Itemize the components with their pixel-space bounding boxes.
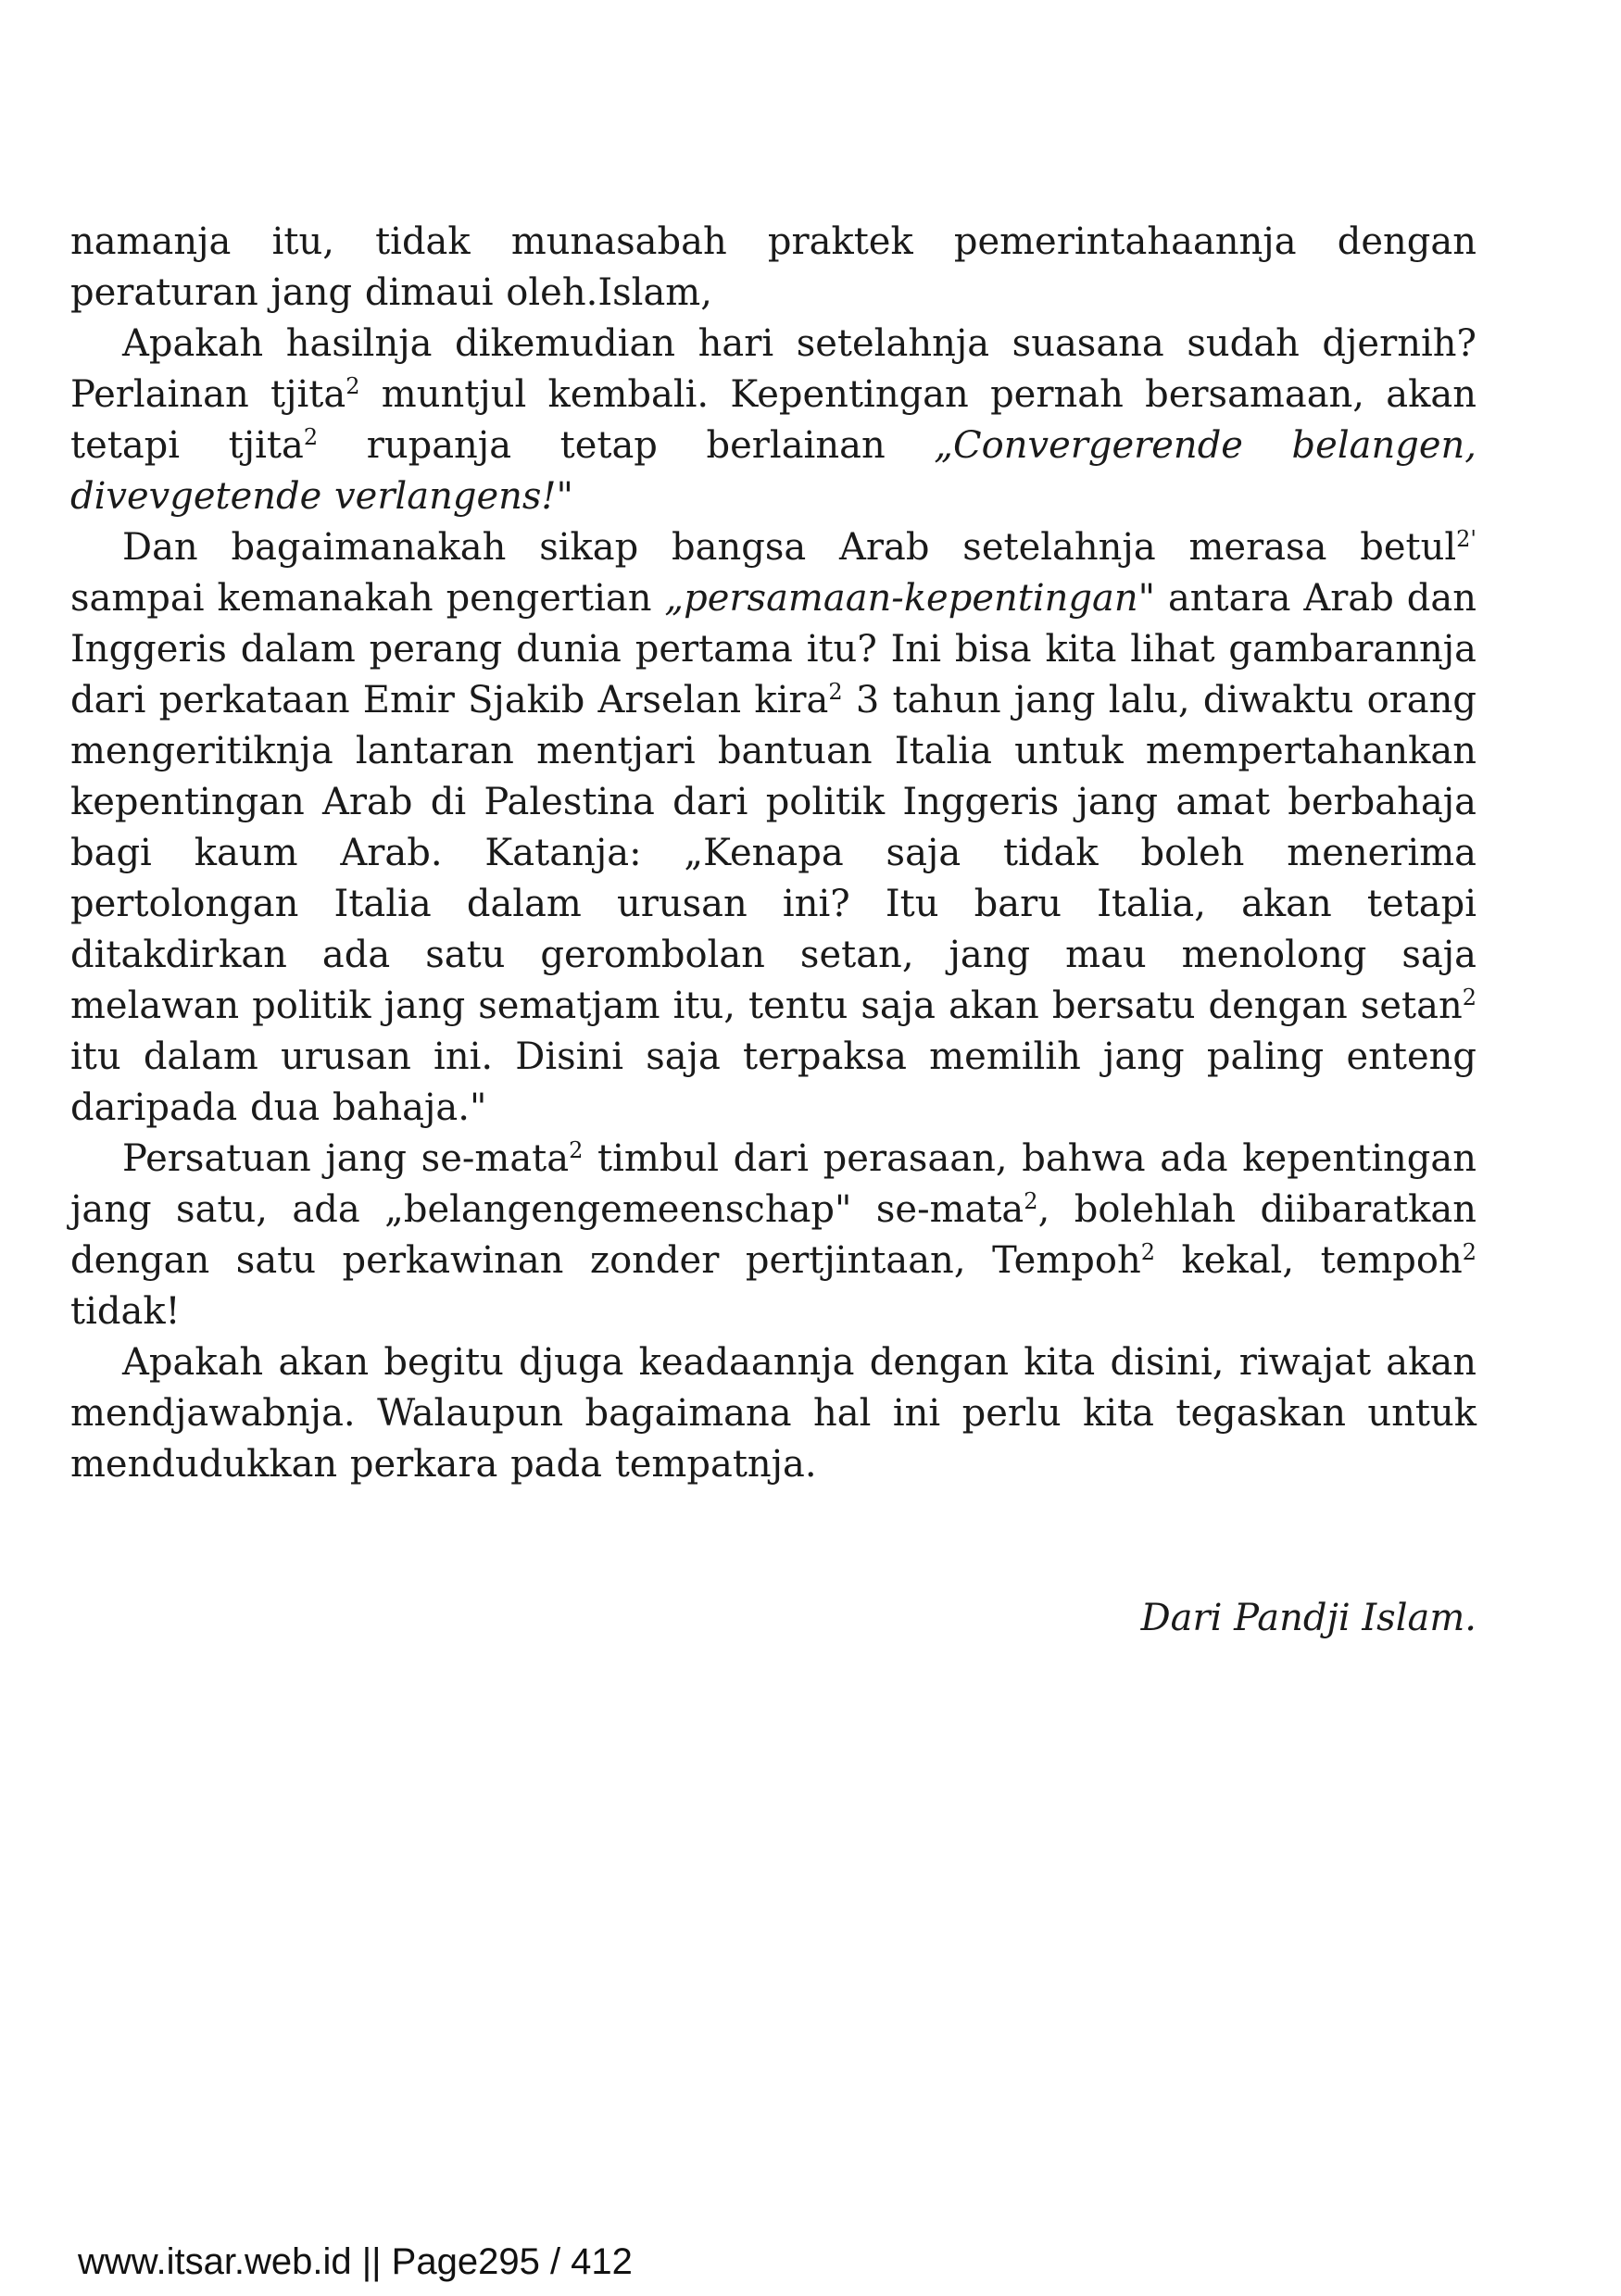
superscript-mark: 2: [303, 424, 319, 450]
superscript-mark: 2: [1462, 1239, 1477, 1265]
text-segment: sampai kemanakah pengertian: [70, 577, 665, 620]
text-segment: , bolehlah diibaratkan dengan satu perkawinan zonder pertjintaan, Tempoh: [70, 1188, 1476, 1282]
superscript-mark: 2': [1456, 526, 1476, 552]
signature: Dari Pandji Islam.: [1140, 1597, 1476, 1639]
text-segment: timbul dari perasaan, bahwa ada kepentingan jang satu, ada „belangengemeenschap" se-mata: [70, 1137, 1476, 1231]
paragraph: [70, 1134, 1476, 1337]
superscript-mark: 2: [1462, 985, 1476, 1010]
text-segment: rupanja tetap berlainan: [318, 424, 935, 467]
text-segment: antara Arab dan Inggeris dalam perang dunia pertama itu? Ini bisa kita lihat gambarannja dari perkataan Emir Sjakib Arselan kira: [70, 577, 1476, 721]
text-segment: Apakah akan begitu djuga keadaannja dengan kita disini, riwajat akan mendjawabnja. Walaupun bagaimana hal ini perlu kita tegaskan untuk mendudukkan perkara pada tempatnja.: [70, 1341, 1476, 1486]
text-segment: muntjul kembali. Kepentingan pernah bersamaan, akan tetapi tjita: [70, 373, 1476, 467]
superscript-mark: 2: [828, 679, 843, 705]
paragraph: [70, 1337, 1476, 1490]
superscript-mark: 2: [346, 373, 360, 399]
paragraph: [70, 217, 1476, 319]
text-segment: kekal, tempoh: [1155, 1239, 1463, 1282]
superscript-mark: 2: [1024, 1188, 1038, 1214]
paragraph: [70, 319, 1476, 522]
text-segment: Dan bagaimanakah sikap bangsa Arab setelahnja merasa betul: [122, 526, 1457, 569]
text-segment: namanja itu, tidak munasabah praktek pemerintahaannja dengan peraturan jang dimaui oleh.Islam,: [70, 220, 1476, 314]
text-segment: 3 tahun jang lalu, diwaktu orang mengeritiknja lantaran mentjari bantuan Italia untuk mempertahankan kepentingan Arab di Palestina dari politik Inggeris jang amat berbahaja bagi kaum Arab. Katanja: „Kenapa saja tidak boleh menerima pertolongan Italia dalam urusan ini? Itu baru Italia, akan tetapi ditakdirkan ada satu gerombolan setan, jang mau menolong saja melawan politik jang sematjam itu, tentu saja akan bersatu dengan setan: [70, 679, 1476, 1027]
text-segment: itu dalam urusan ini. Disini saja terpaksa memilih jang paling enteng daripada dua bahaja.": [70, 1035, 1476, 1129]
page-footer: www.itsar.web.id || Page295 / 412: [78, 2241, 633, 2282]
paragraph: [70, 522, 1476, 1134]
article-body: [70, 217, 1476, 1490]
superscript-mark: 2: [1140, 1239, 1155, 1265]
text-segment: tidak!: [70, 1290, 181, 1333]
italic-text: „Convergerende belangen, divevgetende verlangens!": [70, 424, 1476, 518]
text-segment: Persatuan jang se-mata: [122, 1137, 570, 1180]
italic-text: „persamaan-kepentingan": [664, 577, 1156, 620]
superscript-mark: 2: [569, 1137, 584, 1163]
text-segment: Apakah hasilnja dikemudian hari setelahnja suasana sudah djernih? Perlainan tjita: [70, 322, 1476, 416]
